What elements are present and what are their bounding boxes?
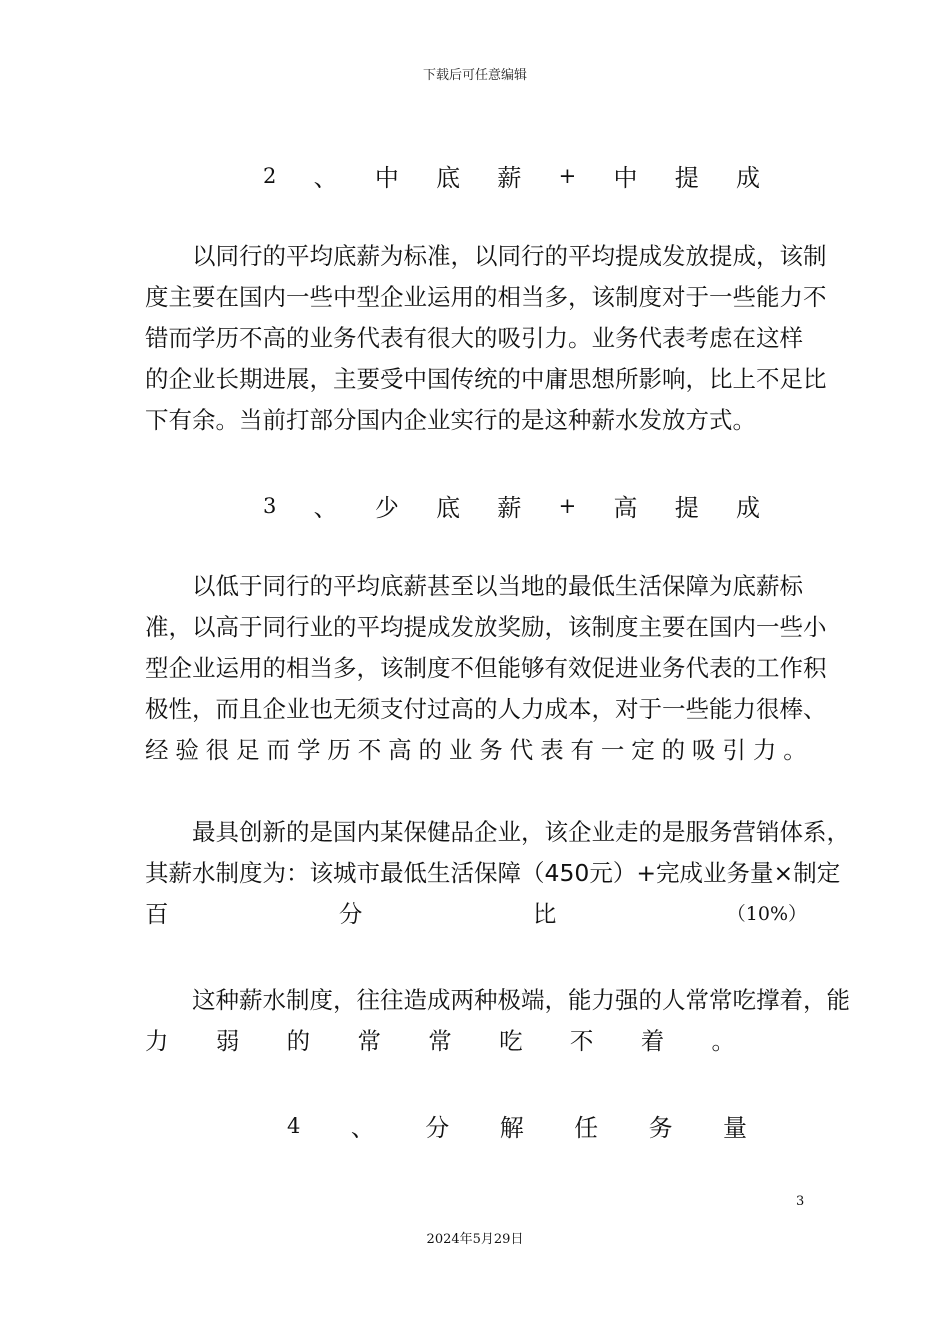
innovation-paragraph <box>145 812 850 935</box>
line-char: 高 <box>388 736 412 764</box>
line-char: 吃 <box>499 1027 523 1055</box>
heading-char: 少 <box>374 494 399 522</box>
line-char: 表 <box>540 736 564 764</box>
heading-char: 底 <box>436 164 461 192</box>
paragraph-line-justified <box>145 894 807 935</box>
line-char: 吸 <box>692 736 716 764</box>
paragraph-line: 度主要在国内一些中型企业运用的相当多，该制度对于一些能力不 <box>145 283 827 311</box>
line-char: 经 <box>145 736 169 764</box>
heading-char: 量 <box>723 1114 747 1142</box>
line-char: 历 <box>327 736 351 764</box>
heading-char: 4 <box>287 1113 301 1138</box>
paragraph-line: 错而学历不高的业务代表有很大的吸引力。业务代表考虑在这样 <box>145 324 803 352</box>
heading-char: 2 <box>263 163 277 188</box>
heading-char: 成 <box>735 164 760 192</box>
paragraph-line: 其薪水制度为：该城市最低生活保障（450元）+完成业务量×制定 <box>145 859 841 887</box>
line-char: 有 <box>570 736 594 764</box>
line-char: （10%） <box>726 903 807 925</box>
line-char: 足 <box>236 736 260 764</box>
page-header: 下载后可任意编辑 <box>422 68 527 83</box>
heading-char: 薪 <box>497 164 522 192</box>
paragraph-line-justified <box>145 730 807 771</box>
line-char: 而 <box>266 736 291 764</box>
heading-char: 中 <box>374 164 399 192</box>
extremes-paragraph <box>145 980 850 1062</box>
line-char: 常 <box>428 1027 452 1055</box>
line-char: 的 <box>661 736 686 764</box>
heading-char: 薪 <box>497 494 522 522</box>
heading-char: 解 <box>499 1114 524 1142</box>
line-char: 学 <box>296 736 321 764</box>
line-char: 引 <box>722 736 746 764</box>
heading-char: 、 <box>313 164 338 192</box>
heading-char: 分 <box>425 1114 450 1142</box>
heading-char: 务 <box>648 1114 673 1142</box>
line-char: 业 <box>448 736 473 764</box>
section-3-paragraph <box>145 566 827 771</box>
section-heading-3 <box>263 488 760 523</box>
line-char: 比 <box>532 900 557 928</box>
section-2-paragraph <box>145 236 827 441</box>
line-char: 代 <box>509 736 534 764</box>
line-char: 着 <box>640 1027 665 1055</box>
section-heading-4 <box>287 1108 747 1143</box>
heading-char: + <box>558 163 577 188</box>
line-char: 常 <box>357 1027 381 1055</box>
line-char: 定 <box>631 736 655 764</box>
heading-char: 任 <box>574 1114 599 1142</box>
paragraph-line: 以低于同行的平均底薪甚至以当地的最低生活保障为底薪标 <box>192 572 803 600</box>
paragraph-line: 的企业长期进展，主要受中国传统的中庸思想所影响，比上不足比 <box>145 365 827 393</box>
paragraph-line: 准，以高于同行业的平均提成发放奖励，该制度主要在国内一些小 <box>145 613 827 641</box>
line-char: 力 <box>145 1027 169 1055</box>
line-char: 分 <box>338 900 363 928</box>
heading-char: 提 <box>674 164 699 192</box>
paragraph-line: 最具创新的是国内某保健品企业，该企业走的是服务营销体系， <box>192 818 850 846</box>
heading-char: 、 <box>313 494 338 522</box>
heading-char: 提 <box>674 494 699 522</box>
line-char: 百 <box>145 900 169 928</box>
paragraph-line: 型企业运用的相当多，该制度不但能够有效促进业务代表的工作积 <box>145 654 827 682</box>
heading-char: + <box>558 493 577 518</box>
section-heading-2 <box>263 158 760 193</box>
paragraph-line: 以同行的平均底薪为标准，以同行的平均提成发放提成，该制 <box>192 242 827 270</box>
line-char: 很 <box>205 736 230 764</box>
paragraph-line-justified <box>145 1021 807 1062</box>
heading-char: 中 <box>613 164 638 192</box>
line-char: 不 <box>357 736 382 764</box>
line-char: 弱 <box>215 1027 240 1055</box>
line-char: 的 <box>418 736 443 764</box>
paragraph-line: 这种薪水制度，往往造成两种极端，能力强的人常常吃撑着，能 <box>192 986 850 1014</box>
line-char: 。 <box>783 736 807 764</box>
heading-char: 成 <box>735 494 760 522</box>
heading-char: 高 <box>613 494 638 522</box>
page-number: 3 <box>796 1194 805 1209</box>
heading-char: 、 <box>350 1114 375 1142</box>
line-char: 的 <box>286 1027 311 1055</box>
paragraph-line: 极性，而且企业也无须支付过高的人力成本，对于一些能力很棒、 <box>145 695 827 723</box>
line-char: 力 <box>752 736 777 764</box>
line-char: 一 <box>600 736 625 764</box>
footer-date: 2024年5月29日 <box>426 1232 524 1247</box>
heading-char: 底 <box>436 494 461 522</box>
heading-char: 3 <box>263 493 277 518</box>
line-char: 不 <box>569 1027 594 1055</box>
line-char: 。 <box>711 1027 735 1055</box>
line-char: 务 <box>479 736 503 764</box>
paragraph-line: 下有余。当前打部分国内企业实行的是这种薪水发放方式。 <box>145 406 756 434</box>
line-char: 验 <box>175 736 199 764</box>
